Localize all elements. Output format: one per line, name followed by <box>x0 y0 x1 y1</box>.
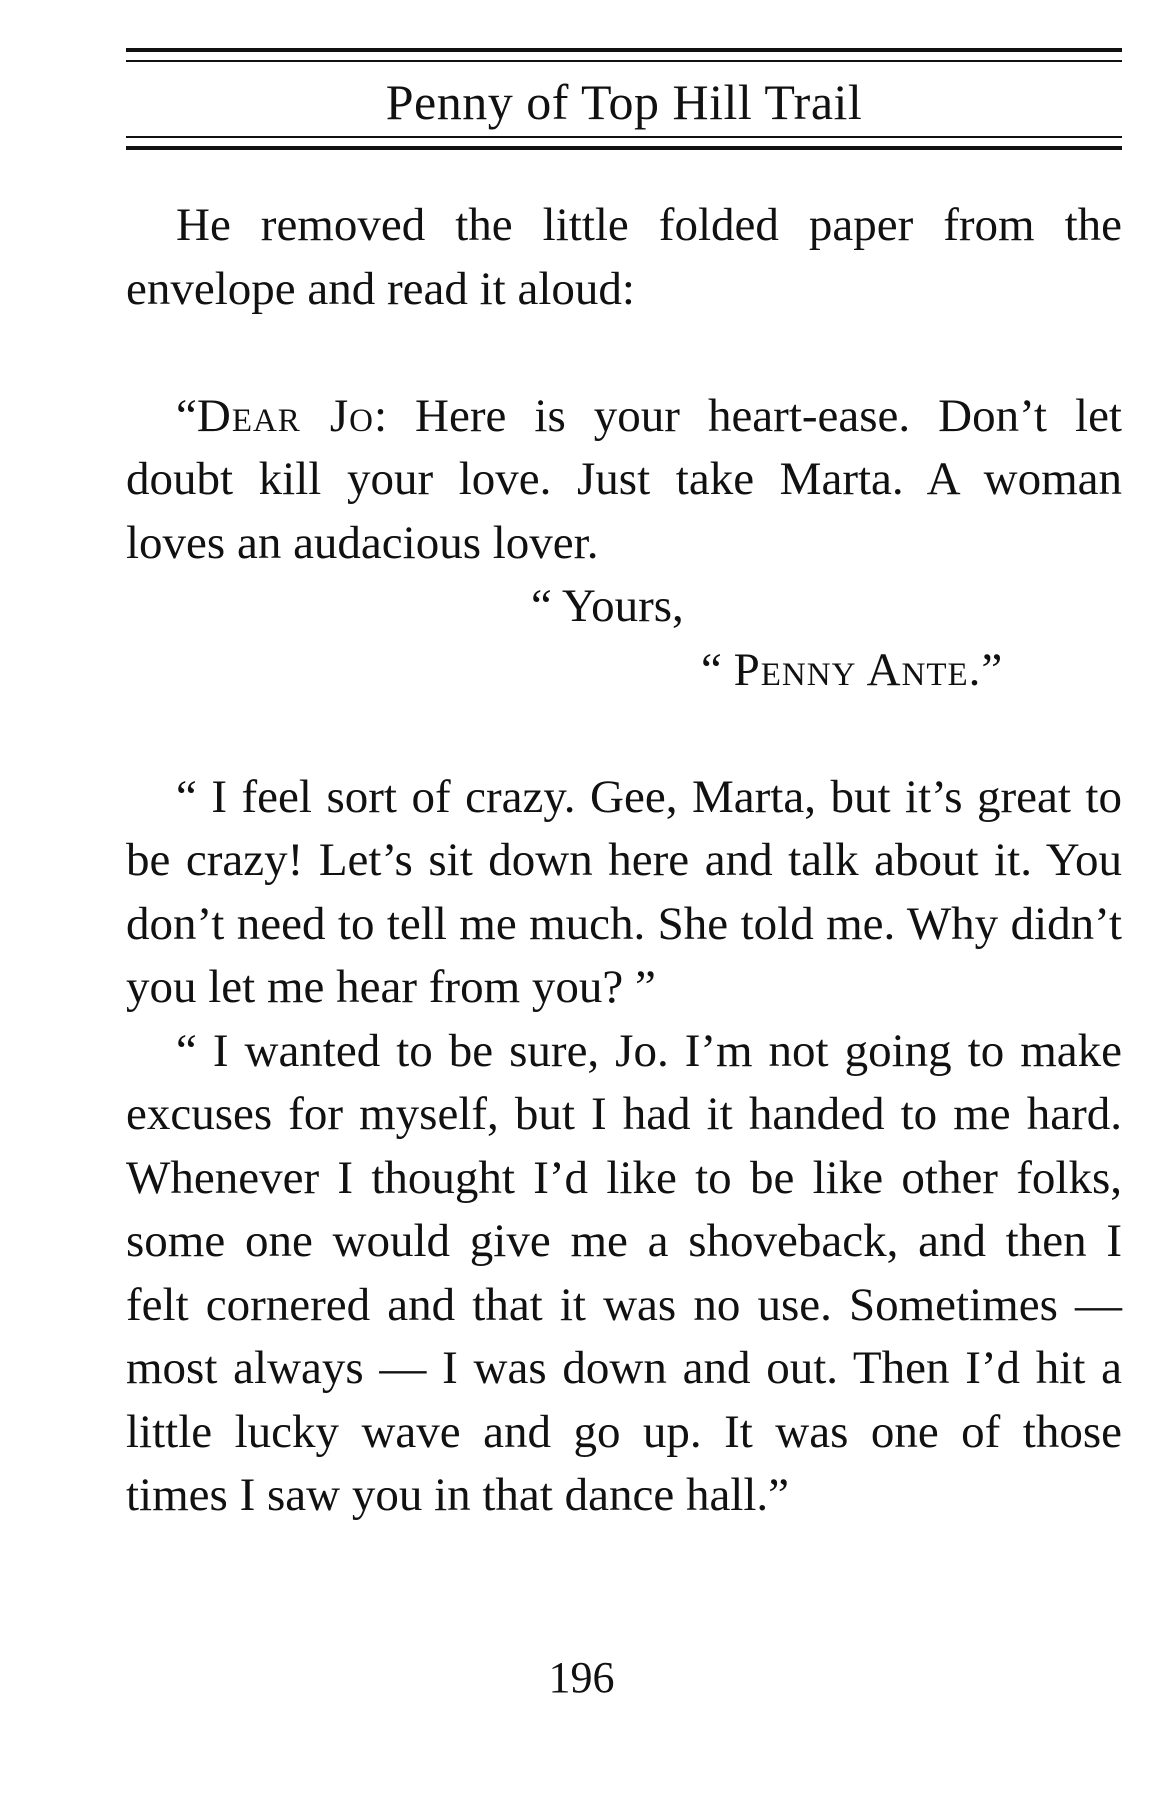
header-rule-top-thin <box>126 60 1122 62</box>
letter-sign-close-quote: ” <box>981 643 1003 696</box>
blank-line <box>126 321 1122 385</box>
letter-body: : Here is your heart-ease. Don’t let doubt kill your love. Just take Marta. A woman loves an audacious lover. <box>126 389 1122 569</box>
paragraph-3: “ I wanted to be sure, Jo. I’m not going to make excuses for myself, but I had it handed to me hard. Whenever I thought I’d like to be like other folks, some one would give me a shoveback, and then I felt cornered and that it was no use. Sometimes — most always — I was down and out. Then I’d hit a little lucky wave and go up. It was one of those times I saw you in that dance hall.” <box>126 1024 1122 1521</box>
paragraph-2: “ I feel sort of crazy. Gee, Marta, but it’s great to be crazy! Let’s sit down here and talk about it. You don’t need to tell me much. She told me. Why didn’t you let me hear from you? ” <box>126 770 1122 1013</box>
letter-signature: Penny Ante. <box>733 643 982 696</box>
header-rule-top-thick <box>126 48 1122 52</box>
letter-signature-line <box>126 639 1122 703</box>
letter-sign-open-quote: “ <box>701 643 734 696</box>
paragraph-1: He removed the little folded paper from the envelope and read it aloud: <box>126 199 1122 315</box>
header-rule-bottom-thick <box>126 146 1122 150</box>
blank-line <box>126 702 1122 766</box>
letter-open-quote: “ <box>176 389 197 442</box>
running-title: Penny of Top Hill Trail <box>385 74 863 130</box>
letter-paragraph <box>126 385 1122 576</box>
page-body <box>126 194 1122 1528</box>
letter-closing: “ Yours, <box>531 580 684 632</box>
header-rule-bottom-thin <box>126 136 1122 138</box>
letter-salutation: Dear Jo <box>196 389 374 442</box>
page-number: 196 <box>548 1653 615 1702</box>
